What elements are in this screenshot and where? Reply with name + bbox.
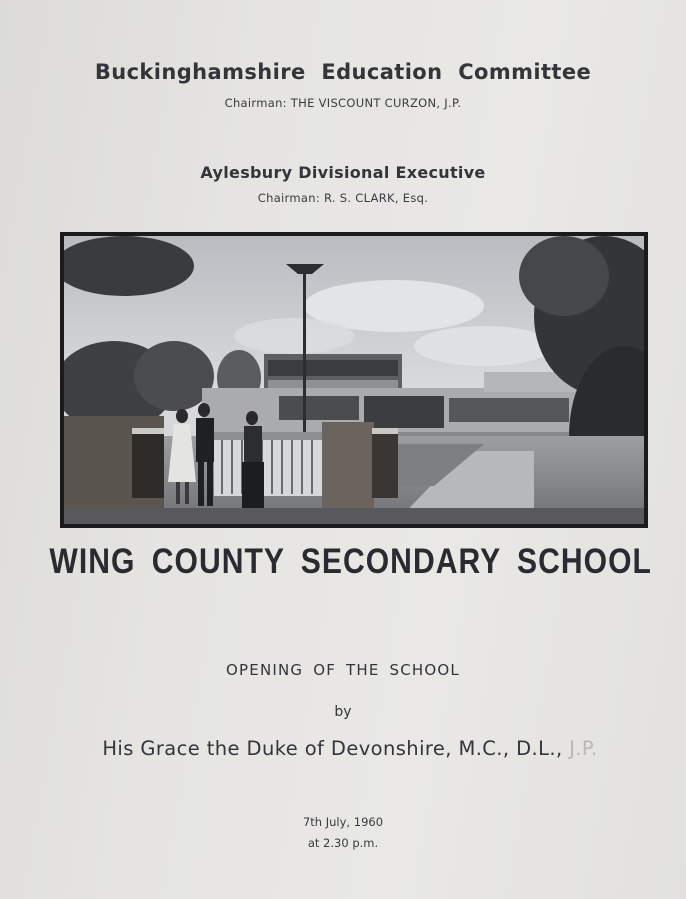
committee-chairman: Chairman: THE VISCOUNT CURZON, J.P. <box>224 96 462 110</box>
executive-chairman: Chairman: R. S. CLARK, Esq. <box>257 191 429 205</box>
guest-name-faded: J.P. <box>569 737 598 760</box>
school-photo <box>60 232 648 528</box>
executive-heading: Aylesbury Divisional Executive <box>200 163 486 182</box>
school-title: WING COUNTY SECONDARY SCHOOL <box>49 542 652 581</box>
opening-line: OPENING OF THE SCHOOL <box>226 661 460 679</box>
event-time: at 2.30 p.m. <box>307 836 379 850</box>
guest-name: His Grace the Duke of Devonshire, M.C., D.L., <box>102 737 570 760</box>
by-line: by <box>334 704 352 720</box>
event-date: 7th July, 1960 <box>302 815 384 829</box>
guest-of-honour <box>0 737 686 760</box>
committee-heading: Buckinghamshire Education Committee <box>94 60 592 84</box>
